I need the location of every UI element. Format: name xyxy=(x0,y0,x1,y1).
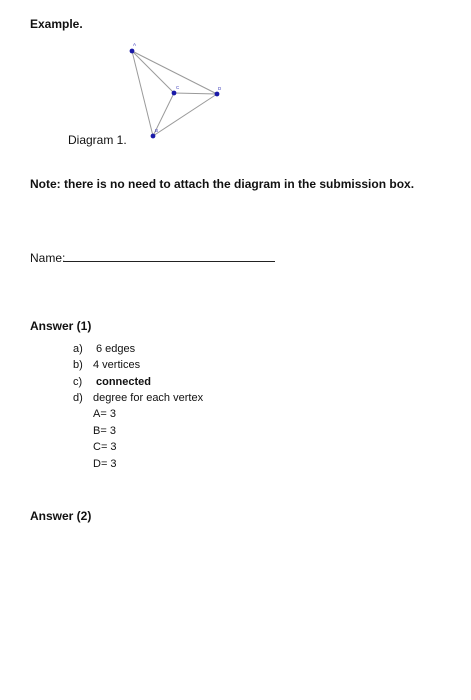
vertex-label-d: D xyxy=(218,86,222,91)
edge-a-b xyxy=(132,51,153,136)
diagram-caption-text: Diagram 1. xyxy=(68,133,127,147)
degree-a: A= 3 xyxy=(93,408,116,420)
edge-a-d xyxy=(132,51,217,94)
edge-c-d xyxy=(174,93,217,94)
vertex-label-a: A xyxy=(133,42,137,47)
vertex-label-b: B xyxy=(155,128,159,133)
answer-item-a-label: a) xyxy=(73,343,83,355)
degree-d: D= 3 xyxy=(93,458,117,470)
edge-d-b xyxy=(153,94,217,136)
degree-c: C= 3 xyxy=(93,441,117,453)
vertex-b xyxy=(151,134,156,139)
degree-b: B= 3 xyxy=(93,425,116,437)
example-heading-text: Example. xyxy=(30,17,83,31)
answer-item-c-text: connected xyxy=(96,376,152,388)
answer-item-c-label: c) xyxy=(73,376,83,388)
vertex-a xyxy=(130,49,135,54)
submission-note-text: Note: there is no need to attach the diagram in the submission box. xyxy=(30,177,415,191)
name-underline-field xyxy=(63,261,275,262)
name-label xyxy=(30,251,65,265)
answer-item-a-text: 6 edges xyxy=(96,343,136,355)
vertex-c xyxy=(172,91,177,96)
answer-item-b-label: b) xyxy=(73,359,83,371)
vertex-d xyxy=(215,92,220,97)
name-label-text: Name: xyxy=(30,251,66,265)
graph-diagram xyxy=(120,40,240,140)
submission-note xyxy=(30,177,414,191)
answer-2-title-text: Answer (2) xyxy=(30,509,92,523)
diagram-caption xyxy=(68,133,127,147)
answer-item-b-text: 4 vertices xyxy=(93,359,141,371)
answer-1-title xyxy=(30,319,91,333)
answer-1-title-text: Answer (1) xyxy=(30,319,92,333)
edge-a-c xyxy=(132,51,174,93)
answer-item-d-label: d) xyxy=(73,392,83,404)
answer-item-d-text: degree for each vertex xyxy=(93,392,204,404)
example-heading xyxy=(30,17,83,31)
vertex-label-c: C xyxy=(176,85,180,90)
answer-2-title xyxy=(30,509,91,523)
